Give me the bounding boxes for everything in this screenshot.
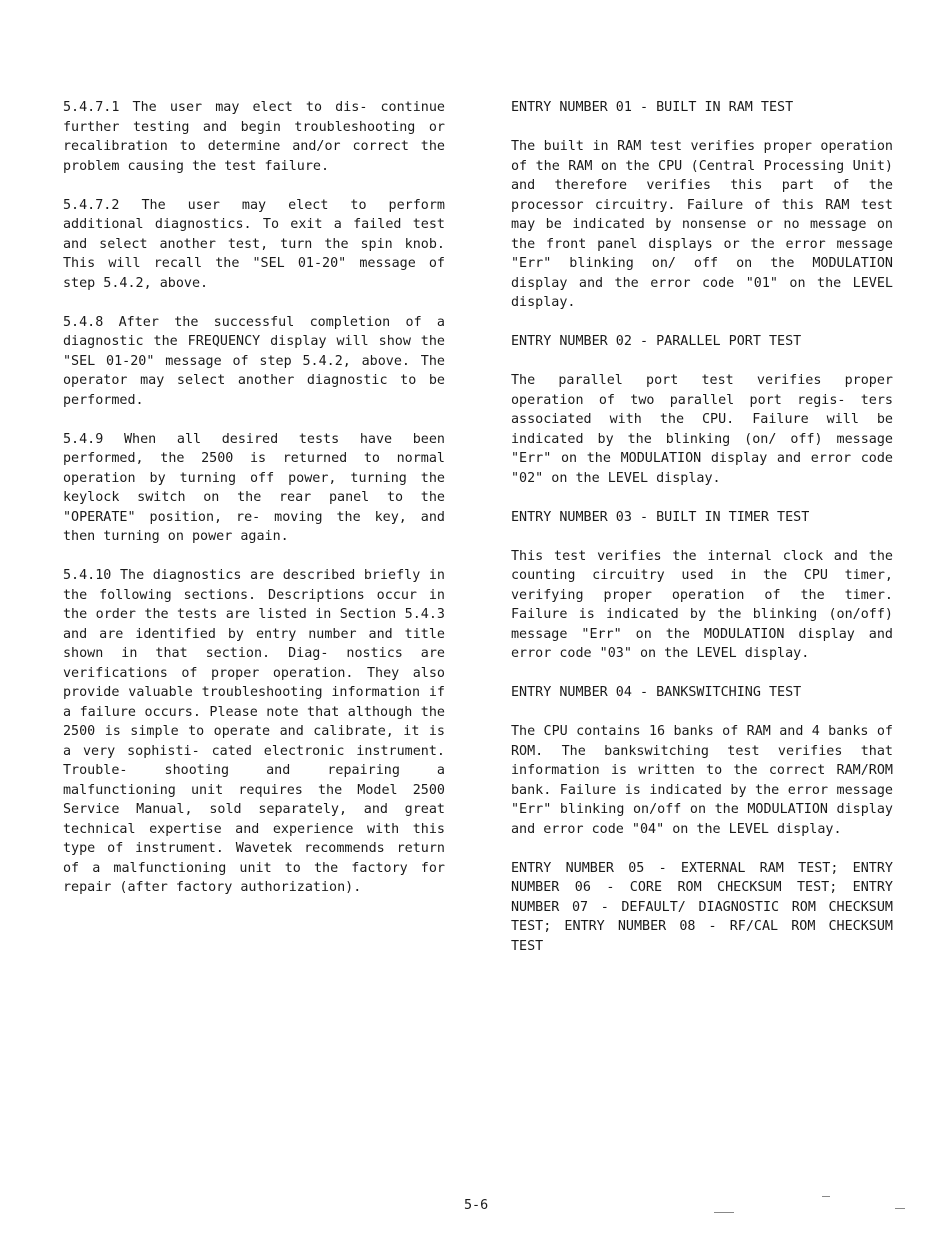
left-column [63,98,445,917]
paragraph-5-4-9: 5.4.9 When all desired tests have been performed, the 2500 is returned to normal operation by turning off power, turning the keylock switch on the rear panel to the "OPERATE" position, re- moving the key, and then turning on power again. [63,431,445,544]
paragraph-5-4-8: 5.4.8 After the successful completion of a diagnostic the FREQUENCY display will show the "SEL 01-20" message of step 5.4.2, above. The operator may select another diagnostic to be performed. [63,314,445,408]
scan-speck [822,1196,830,1197]
paragraph-5-4-10: 5.4.10 The diagnostics are described briefly in the following sections. Descriptions occur in the order the tests are listed in Section 5.4.3 and are identified by entry number and title shown in that section. Diag- nostics are verifications of proper operation. They also provide valuable troubleshooting information if a failure occurs. Please note that although the 2500 is simple to operate and calibrate, it is a very sophisti- cated electronic instrument. Trouble- shooting and repairing a malfunctioning unit requires the Model 2500 Service Manual, sold separately, and great technical expertise and experience with this type of instrument. Wavetek recommends return of a malfunctioning unit to the factory for repair (after factory authorization). [63,568,445,895]
page-number: 5-6 [464,1198,489,1213]
right-column [511,98,893,976]
entry-04-body: The CPU contains 16 banks of RAM and 4 banks of ROM. The bankswitching test verifies that information is written to the correct RAM/ROM bank. Failure is indicated by the error message "Err" blinking on/off on the MODULATION display and error code "04" on the LEVEL display. [511,724,893,837]
entry-04-heading: ENTRY NUMBER 04 - BANKSWITCHING TEST [511,685,802,700]
entry-02-heading: ENTRY NUMBER 02 - PARALLEL PORT TEST [511,334,802,349]
entry-03-heading: ENTRY NUMBER 03 - BUILT IN TIMER TEST [511,509,810,525]
entry-01-heading: ENTRY NUMBER 01 - BUILT IN RAM TEST [511,100,794,115]
entry-01-body: The built in RAM test verifies proper operation of the RAM on the CPU (Central Processing Unit) and therefore verifies this part of the processor circuitry. Failure of this RAM test may be indicated by nonsense or no message on the front panel displays or the error message "Err" blinking on/ off on the MODULATION display and the error code "01" on the LEVEL display. [511,139,893,310]
entry-03-body: This test verifies the internal clock and the counting circuitry used in the CPU timer, verifying proper operation of the timer. Failure is indicated by the blinking (on/off) message "Err" on the MODULATION display and error code "03" on the LEVEL display. [511,548,893,661]
entry-02-body: The parallel port test verifies proper operation of two parallel port regis- ters associated with the CPU. Failure will be indicated by the blinking (on/ off) message "Err" on the MODULATION display and error code "02" on the LEVEL display. [511,373,893,486]
scan-speck [714,1212,734,1213]
paragraph-5-4-7-2: 5.4.7.2 The user may elect to perform additional diagnostics. To exit a failed test and select another test, turn the spin knob. This will recall the "SEL 01-20" message of step 5.4.2, above. [63,197,445,291]
scan-speck [895,1208,905,1209]
entry-05-08-body: ENTRY NUMBER 05 - EXTERNAL RAM TEST; ENTRY NUMBER 06 - CORE ROM CHECKSUM TEST; ENTRY NUMBER 07 - DEFAULT/ DIAGNOSTIC ROM CHECKSUM TEST; ENTRY NUMBER 08 - RF/CAL ROM CHECKSUM TEST [511,860,893,954]
paragraph-5-4-7-1: 5.4.7.1 The user may elect to dis- continue further testing and begin troubleshooting or recalibration to determine and/or correct the problem causing the test failure. [63,100,445,174]
